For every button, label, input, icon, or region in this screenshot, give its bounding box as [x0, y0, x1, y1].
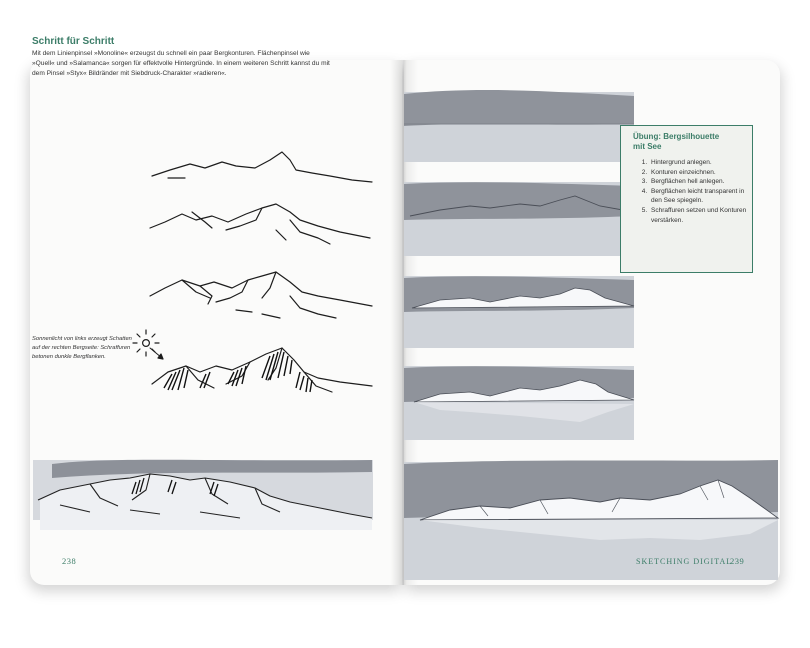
exercise-step: 1. Hintergrund anlegen. — [649, 158, 752, 168]
page-number-right: 239 — [730, 556, 745, 566]
sunlight-caption: Sonnenlicht von links erzeugt Schatten auf der rechten Bergseite: Schraffuren betonen dunkle Bergflanken. — [32, 336, 132, 360]
exercise-steps — [621, 158, 752, 225]
exercise-step: 3. Bergflächen hell anlegen. — [649, 177, 752, 187]
running-head: SKETCHING DIGITAL — [636, 557, 733, 566]
intro-paragraph: Mit dem Linienpinsel »Monoline« erzeugst du schnell ein paar Bergkonturen. Flächenpinsel wie »Quell« und »Salamanca« sorgen für effektvolle Hintergründe. In einem weiteren Schritt kannst du mit dem Pinsel »Styx« Bildränder mit Siebdruck-Charakter »radieren«. — [32, 50, 330, 77]
section-heading: Schritt für Schritt — [32, 36, 115, 47]
page-number-left: 238 — [62, 556, 77, 566]
exercise-step: 5. Schraffuren setzen und Konturen verstärken. — [649, 206, 752, 225]
exercise-box — [620, 125, 753, 273]
panel-contours — [404, 182, 634, 256]
panel-reflection — [404, 366, 634, 440]
panel-background — [404, 90, 634, 162]
panel-light-surfaces — [404, 276, 634, 348]
exercise-step: 2. Konturen einzeichnen. — [649, 168, 752, 178]
exercise-step: 4. Bergflächen leicht transparent in den See spiegeln. — [649, 187, 752, 206]
exercise-title: Übung: Bergsilhouette mit See — [633, 132, 720, 151]
